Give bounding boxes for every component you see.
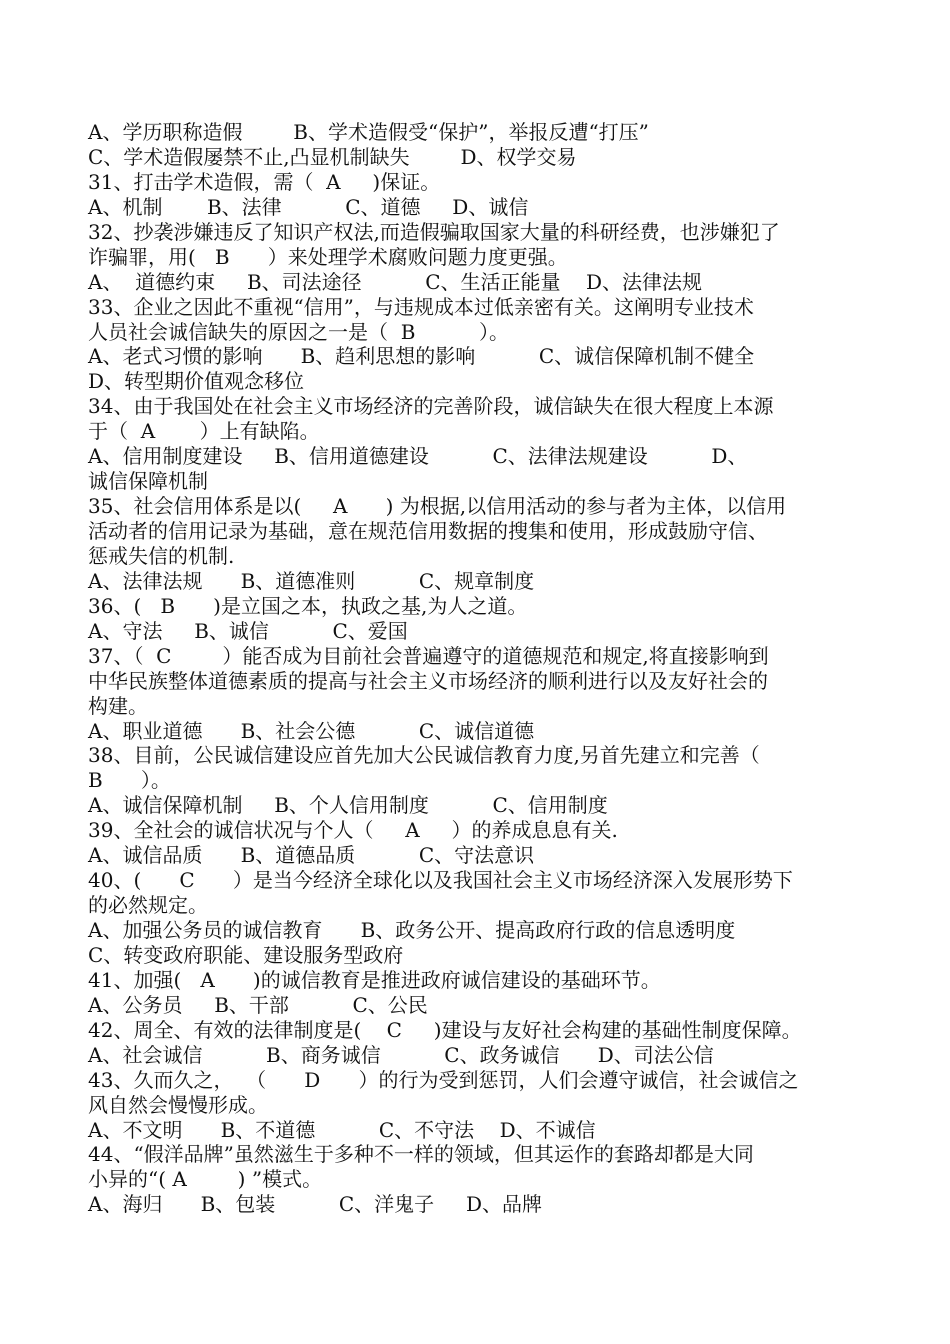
text-line: 于（ A ）上有缺陷。 xyxy=(88,419,320,444)
text-line: A、加强公务员的诚信教育 B、政务公开、提高政府行政的信息透明度 xyxy=(88,918,736,942)
text-line: A、老式习惯的影响 B、趋利思想的影响 C、诚信保障机制不健全 xyxy=(88,344,755,369)
text-line: 中华民族整体道德素质的提高与社会主义市场经济的顺利进行以及友好社会的 xyxy=(88,668,768,693)
text-line: A、海归 B、包装 C、洋鬼子 D、品牌 xyxy=(88,1192,542,1217)
text-line: A、诚信品质 B、道德品质 C、守法意识 xyxy=(88,843,535,868)
text-line: 诚信保障机制 xyxy=(88,469,208,494)
text-line: 31、打击学术造假，需（ A )保证。 xyxy=(88,169,441,194)
text-line: A、法律法规 B、道德准则 C、规章制度 xyxy=(88,568,535,593)
text-line: 33、企业之因此不重视“信用”，与违规成本过低亲密有关。这阐明专业技术 xyxy=(88,294,754,319)
text-line: B ）。 xyxy=(88,768,171,793)
document-body xyxy=(88,120,888,1217)
text-line: 41、加强( A )的诚信教育是推进政府诚信建设的基础环节。 xyxy=(88,967,661,992)
text-line: 40、( C ）是当今经济全球化以及我国社会主义市场经济深入发展形势下 xyxy=(88,868,793,893)
text-line: A、学历职称造假 B、学术造假受“保护”，举报反遭“打压” xyxy=(88,120,649,144)
text-line: 34、由于我国处在社会主义市场经济的完善阶段，诚信缺失在很大程度上本源 xyxy=(88,394,774,419)
text-line: 诈骗罪，用( B ）来处理学术腐败问题力度更强。 xyxy=(88,244,568,269)
text-line: C、学术造假屡禁不止,凸显机制缺失 D、权学交易 xyxy=(88,144,577,169)
text-line: A、职业道德 B、社会公德 C、诚信道德 xyxy=(88,718,535,743)
text-line: 38、目前，公民诚信建设应首先加大公民诚信教育力度,另首先建立和完善（ xyxy=(88,743,760,768)
text-line: C、转变政府职能、建设服务型政府 xyxy=(88,942,404,967)
text-line: D、转型期价值观念移位 xyxy=(88,369,305,394)
text-line: 39、全社会的诚信状况与个人（ A ）的养成息息有关. xyxy=(88,818,618,843)
text-line: A、机制 B、法律 C、道德 D、诚信 xyxy=(88,194,529,219)
text-line: 32、抄袭涉嫌违反了知识产权法,而造假骗取国家大量的科研经费，也涉嫌犯了 xyxy=(88,219,780,244)
text-line: A、公务员 B、干部 C、公民 xyxy=(88,992,428,1017)
text-line: A、社会诚信 B、商务诚信 C、政务诚信 D、司法公信 xyxy=(88,1042,714,1067)
text-line: 44、“假洋品牌”虽然滋生于多种不一样的领域，但其运作的套路却都是大同 xyxy=(88,1142,754,1167)
text-line: 人员社会诚信缺失的原因之一是（ B ）。 xyxy=(88,319,509,344)
text-line: 35、社会信用体系是以( A ) 为根据,以信用活动的参与者为主体，以信用 xyxy=(88,494,787,519)
text-line: 构建。 xyxy=(88,693,148,718)
text-line: A、 道德约束 B、司法途径 C、生活正能量 D、法律法规 xyxy=(88,269,702,294)
text-line: A、不文明 B、不道德 C、不守法 D、不诚信 xyxy=(88,1117,596,1142)
text-line: 风自然会慢慢形成。 xyxy=(88,1092,268,1117)
text-line: A、诚信保障机制 B、个人信用制度 C、信用制度 xyxy=(88,793,608,818)
text-line: 惩戒失信的机制. xyxy=(88,543,235,568)
text-line: 活动者的信用记录为基础，意在规范信用数据的搜集和使用，形成鼓励守信、 xyxy=(88,519,768,543)
text-line: 小异的“( A ) ”模式。 xyxy=(88,1167,323,1192)
text-line: 37、（ C ）能否成为目前社会普遍遵守的道德规范和规定,将直接影响到 xyxy=(88,643,769,668)
text-line: 42、周全、有效的法律制度是( C )建设与友好社会构建的基础性制度保障。 xyxy=(88,1017,802,1042)
text-line: 36、( B )是立国之本，执政之基,为人之道。 xyxy=(88,593,528,618)
text-line: 43、久而久之， （ D ）的行为受到惩罚，人们会遵守诚信，社会诚信之 xyxy=(88,1067,799,1092)
text-line: A、守法 B、诚信 C、爱国 xyxy=(88,618,408,643)
text-line: A、信用制度建设 B、信用道德建设 C、法律法规建设 D、 xyxy=(88,444,748,469)
text-line: 的必然规定。 xyxy=(88,893,208,918)
